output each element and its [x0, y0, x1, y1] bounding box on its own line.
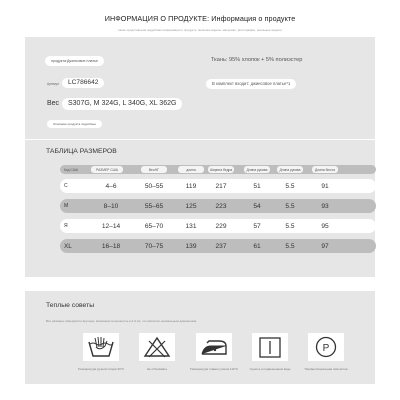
- no-bleach-icon: [139, 333, 175, 361]
- table-cell: 16–18: [101, 242, 121, 250]
- table-cell: 125: [185, 202, 197, 210]
- page-subtitle: Ниже представлена подробная информация о продукте, включая модель, материал, фотографии, реальные модели: [118, 28, 282, 32]
- table-cell: 54: [253, 202, 261, 210]
- iron-icon: [196, 333, 232, 361]
- table-row: [60, 219, 376, 233]
- weight-value: S307G, M 324G, L 340G, XL 362G: [62, 98, 182, 110]
- table-cell: 229: [215, 222, 227, 230]
- header-cell: Длина рукава: [244, 166, 270, 173]
- product-name-pill: продукта:Джинсовое платье: [45, 56, 104, 66]
- header-cell: РАЗМЕР США: [91, 166, 123, 173]
- dry-clean-icon: [308, 333, 344, 361]
- header-cell: Длина рукава: [277, 166, 303, 173]
- table-cell: 93: [321, 202, 329, 210]
- table-cell: XL: [64, 242, 72, 250]
- table-row: [60, 239, 376, 253]
- table-cell: 5.5: [285, 182, 295, 190]
- table-cell: 8–10: [103, 202, 119, 210]
- header-cell: Длина бюста: [312, 166, 338, 173]
- table-cell: 131: [185, 222, 197, 230]
- table-cell: 217: [215, 182, 227, 190]
- table-cell: 50–55: [144, 182, 164, 190]
- table-row: [60, 199, 376, 213]
- care-label: Сушить в подвешенном виде: [249, 367, 291, 371]
- fabric-text: Ткань: 95% хлопок + 5% полиэстер: [211, 57, 303, 63]
- article-value: LC786642: [62, 78, 104, 88]
- table-cell: M: [64, 203, 69, 209]
- size-table: [60, 165, 376, 259]
- table-cell: 91: [321, 182, 329, 190]
- article-label: Артикул: [47, 82, 59, 86]
- header-cell: длина: [178, 166, 204, 173]
- table-cell: 119: [185, 182, 197, 190]
- table-cell: 5.5: [285, 202, 295, 210]
- package-pill: В комплект входит: джинсовое платье*1: [206, 79, 296, 89]
- table-cell: 139: [185, 242, 197, 250]
- table-row: [60, 179, 376, 193]
- table-cell: 65–70: [144, 222, 164, 230]
- tips-subtitle: Все размеры измеряются вручную, возможна погрешность в 2-3 см, что является нормальным диапазоном.: [46, 319, 198, 323]
- product-info-card: [25, 37, 375, 139]
- table-cell: С: [64, 183, 68, 189]
- table-cell: 51: [253, 182, 261, 190]
- table-cell: 12–14: [101, 222, 121, 230]
- weight-label: Вес: [47, 100, 60, 107]
- care-label: Температура глажки утюгом 110°C: [189, 367, 239, 371]
- hang-dry-icon: [252, 333, 288, 361]
- size-table-card: [25, 140, 375, 277]
- svg-text:P: P: [322, 343, 330, 354]
- table-cell: 61: [253, 242, 261, 250]
- care-label: Не отбеливать: [146, 367, 168, 371]
- table-cell: 97: [321, 242, 329, 250]
- care-label: Температура ручной стирки 30°C: [77, 367, 125, 371]
- table-cell: 95: [321, 222, 329, 230]
- hand-wash-icon: [83, 333, 119, 361]
- page-title: ИНФОРМАЦИЯ О ПРОДУКТЕ: Информация о продукте: [104, 14, 296, 23]
- table-cell: 57: [253, 222, 261, 230]
- tips-title: Теплые советы: [46, 302, 95, 309]
- table-cell: 4–6: [105, 182, 117, 190]
- table-cell: 5.5: [285, 242, 295, 250]
- care-label: Профессиональная химчистка: [304, 367, 348, 371]
- table-cell: 70–75: [144, 242, 164, 250]
- header-cell: Ширина бедра: [209, 167, 233, 172]
- table-cell: 5.5: [285, 222, 295, 230]
- header-cell: Код США: [64, 167, 79, 172]
- size-table-title: ТАБЛИЦА РАЗМЕРОВ: [46, 148, 117, 155]
- header-cell: Вес/КГ: [141, 166, 167, 173]
- table-header-row: [60, 165, 376, 174]
- table-cell: Я: [64, 223, 68, 229]
- tips-card: [25, 291, 375, 384]
- table-cell: 223: [215, 202, 227, 210]
- table-cell: 55–65: [144, 202, 164, 210]
- table-cell: 237: [215, 242, 227, 250]
- description-pill: Описание продукта подробнее: [47, 120, 102, 128]
